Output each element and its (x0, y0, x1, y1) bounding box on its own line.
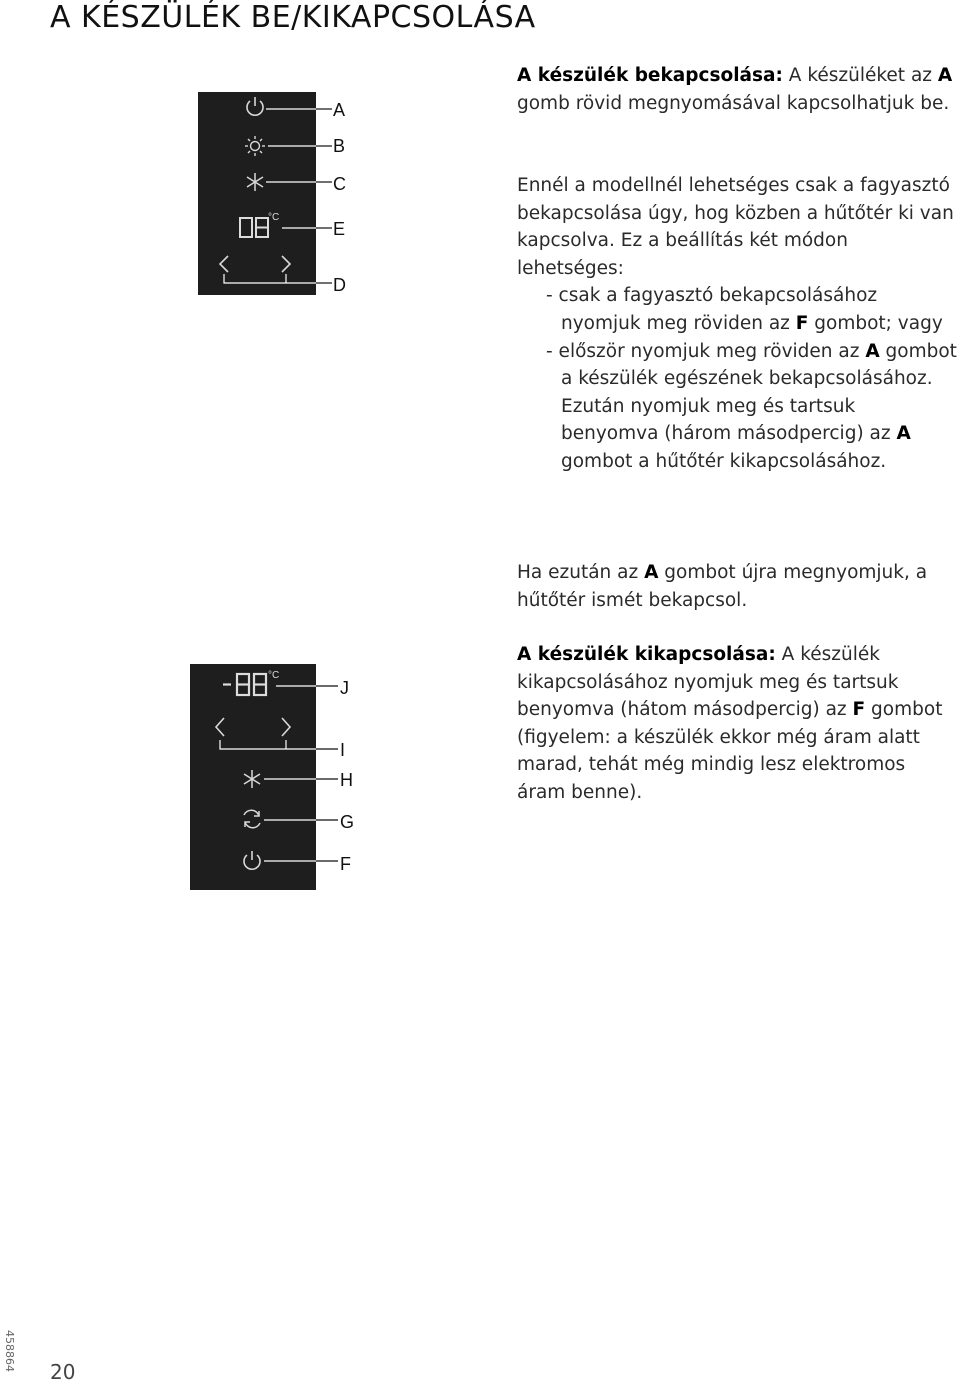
celsius-unit: °C (268, 212, 280, 223)
switch-off-paragraph: A készülék kikapcsolása: A készülék kikapcsolásához nyomjuk meg és tartsuk benyomva (hátom másodpercig) az F gombot (figyelem: a készülék ekkor még áram alatt marad, tehát még mindig lesz elektromos áram benne). (517, 644, 943, 803)
callout-j: J (340, 678, 349, 698)
section-switch-on (517, 62, 957, 117)
temperature-display (223, 674, 266, 695)
light-icon (245, 136, 265, 156)
arrow-left-icon (220, 256, 228, 272)
freezer-intro: Ennél a modellnél lehetséges csak a fagyasztó bekapcsolása úgy, hog közben a hűtőtér ki van kapcsolva. Ez a beállítás két módon lehetséges: (517, 175, 954, 279)
panel2-leaders (316, 664, 342, 890)
switch-on-paragraph: A készülék bekapcsolása: A készüléket az A gomb rövid megnyomásával kapcsolhatjuk be. (517, 65, 953, 114)
control-panel-2 (190, 664, 316, 890)
snowflake-icon (244, 770, 260, 788)
callout-d: D (333, 275, 346, 295)
callout-h: H (340, 770, 353, 790)
page-number: 20 (50, 1360, 76, 1384)
document-code: 458864 (3, 1330, 16, 1372)
callout-e: E (333, 219, 346, 239)
arrow-right-icon (282, 718, 290, 736)
switch-on-heading: A készülék bekapcsolása: (517, 65, 783, 86)
section-switch-again (517, 559, 957, 614)
callout-i: I (340, 740, 346, 760)
switch-again-paragraph: Ha ezután az A gombot újra megnyomjuk, a hűtőtér ismét bekapcsol. (517, 562, 928, 611)
arrow-left-icon (216, 718, 224, 736)
power-icon (244, 851, 260, 869)
callout-g: G (340, 812, 355, 832)
section-switch-off (517, 641, 957, 807)
temperature-display (240, 218, 268, 237)
power-icon (247, 97, 263, 115)
section-freezer-only (517, 172, 957, 476)
callout-c: C (333, 174, 346, 194)
callout-b: B (333, 136, 346, 156)
freezer-option-2: - először nyomjuk meg röviden az A gombot a készülék egészének bekapcsolásához. Ezután nyomjuk meg és tartsuk benyomva (három másodpercig) az A gombot a hűtőtér kikapcsolásához. (546, 340, 957, 472)
arrow-right-icon (282, 256, 290, 272)
callout-f: F (340, 854, 351, 874)
refresh-icon (244, 810, 260, 828)
control-panel-1 (198, 92, 316, 295)
switch-off-heading: A készülék kikapcsolása: (517, 644, 776, 665)
snowflake-icon (247, 173, 263, 191)
page-title: A KÉSZÜLÉK BE/KIKAPCSOLÁSA (50, 0, 536, 35)
celsius-unit: °C (268, 670, 280, 681)
freezer-option-1: - csak a fagyasztó bekapcsolásához nyomjuk meg röviden az F gombot; vagy (546, 285, 943, 334)
callout-a: A (333, 100, 346, 120)
